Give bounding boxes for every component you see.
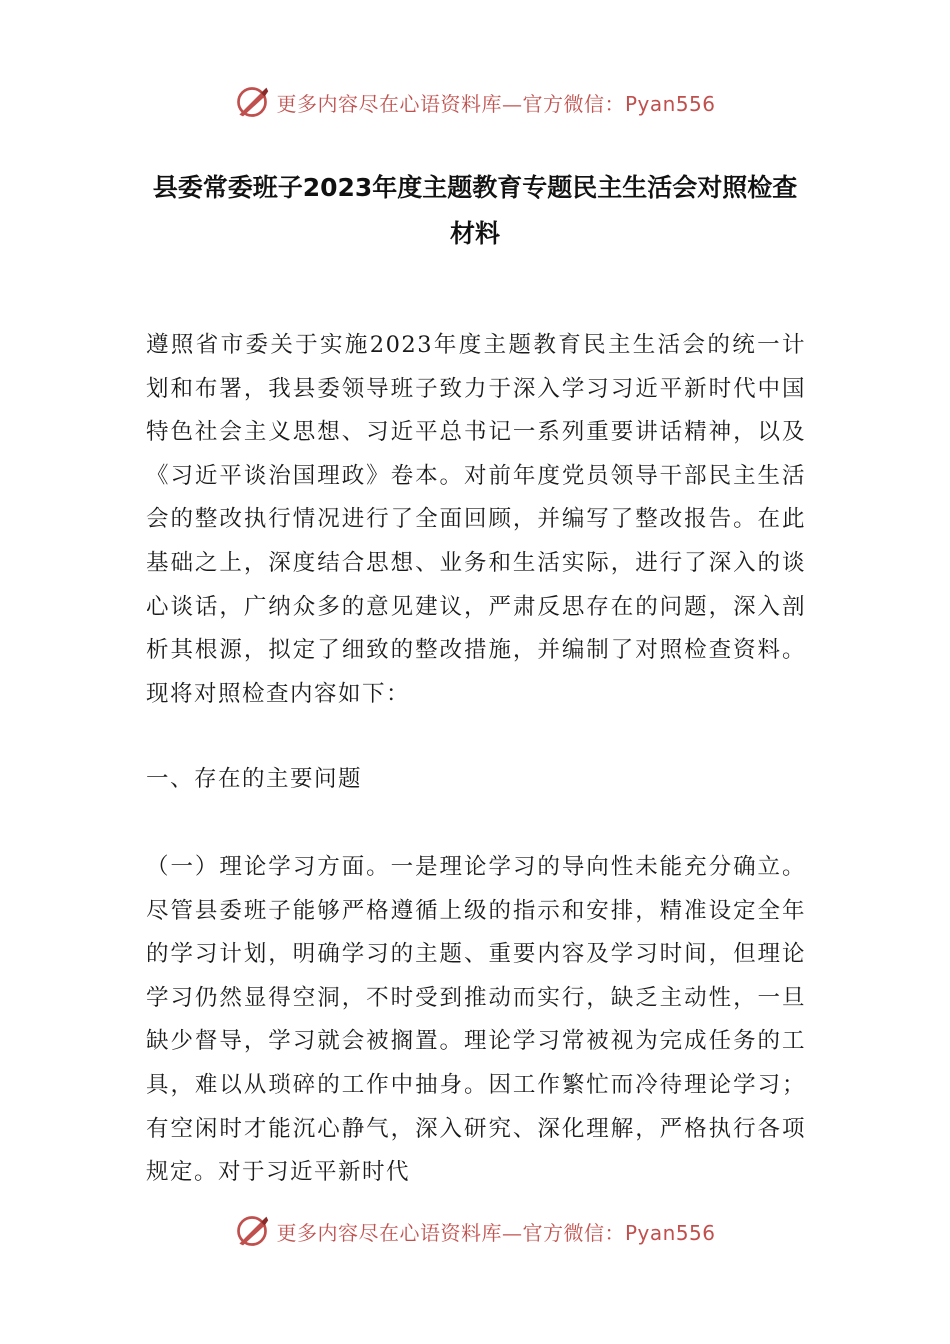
document-title bbox=[120, 165, 830, 257]
wechat-id: Pyan556 bbox=[624, 1220, 716, 1245]
wechat-id: Pyan556 bbox=[624, 91, 716, 116]
section-heading: 一、存在的主要问题 bbox=[146, 766, 363, 792]
pen-logo-icon bbox=[234, 1213, 270, 1249]
header-banner bbox=[0, 82, 950, 122]
banner-text: 更多内容尽在心语资料库—官方微信：Pyan556 bbox=[276, 1220, 716, 1245]
intro-paragraph: 遵照省市委关于实施2023年度主题教育民主生活会的统一计划和布署，我县委领导班子致力于深入学习习近平新时代中国特色社会主义思想、习近平总书记一系列重要讲话精神，以及《习近平谈治国理政》卷本。对前年度党员领导干部民主生活会的整改执行情况进行了全面回顾，并编写了整改报告。在此基础之上，深度结合思想、业务和生活实际，进行了深入的谈心谈话，广纳众多的意见建议，严肃反思存在的问题，深入剖析其根源，拟定了细致的整改措施，并编制了对照检查资料。现将对照检查内容如下： bbox=[146, 332, 806, 707]
footer-banner bbox=[0, 1211, 950, 1251]
title-line-2: 材料 bbox=[449, 219, 500, 248]
banner-text: 更多内容尽在心语资料库—官方微信：Pyan556 bbox=[276, 91, 716, 116]
pen-logo-icon bbox=[234, 84, 270, 120]
title-line-1: 县委常委班子2023年度主题教育专题民主生活会对照检查 bbox=[152, 173, 798, 202]
theory-study-paragraph: （一）理论学习方面。一是理论学习的导向性未能充分确立。尽管县委班子能够严格遵循上级的指示和安排，精准设定全年的学习计划，明确学习的主题、重要内容及学习时间，但理论学习仍然显得空洞，不时受到推动而实行，缺乏主动性，一旦缺少督导，学习就会被搁置。理论学习常被视为完成任务的工具，难以从琐碎的工作中抽身。因工作繁忙而冷待理论学习；有空闲时才能沉心静气，深入研究、深化理解，严格执行各项规定。对于习近平新时代 bbox=[146, 854, 806, 1186]
